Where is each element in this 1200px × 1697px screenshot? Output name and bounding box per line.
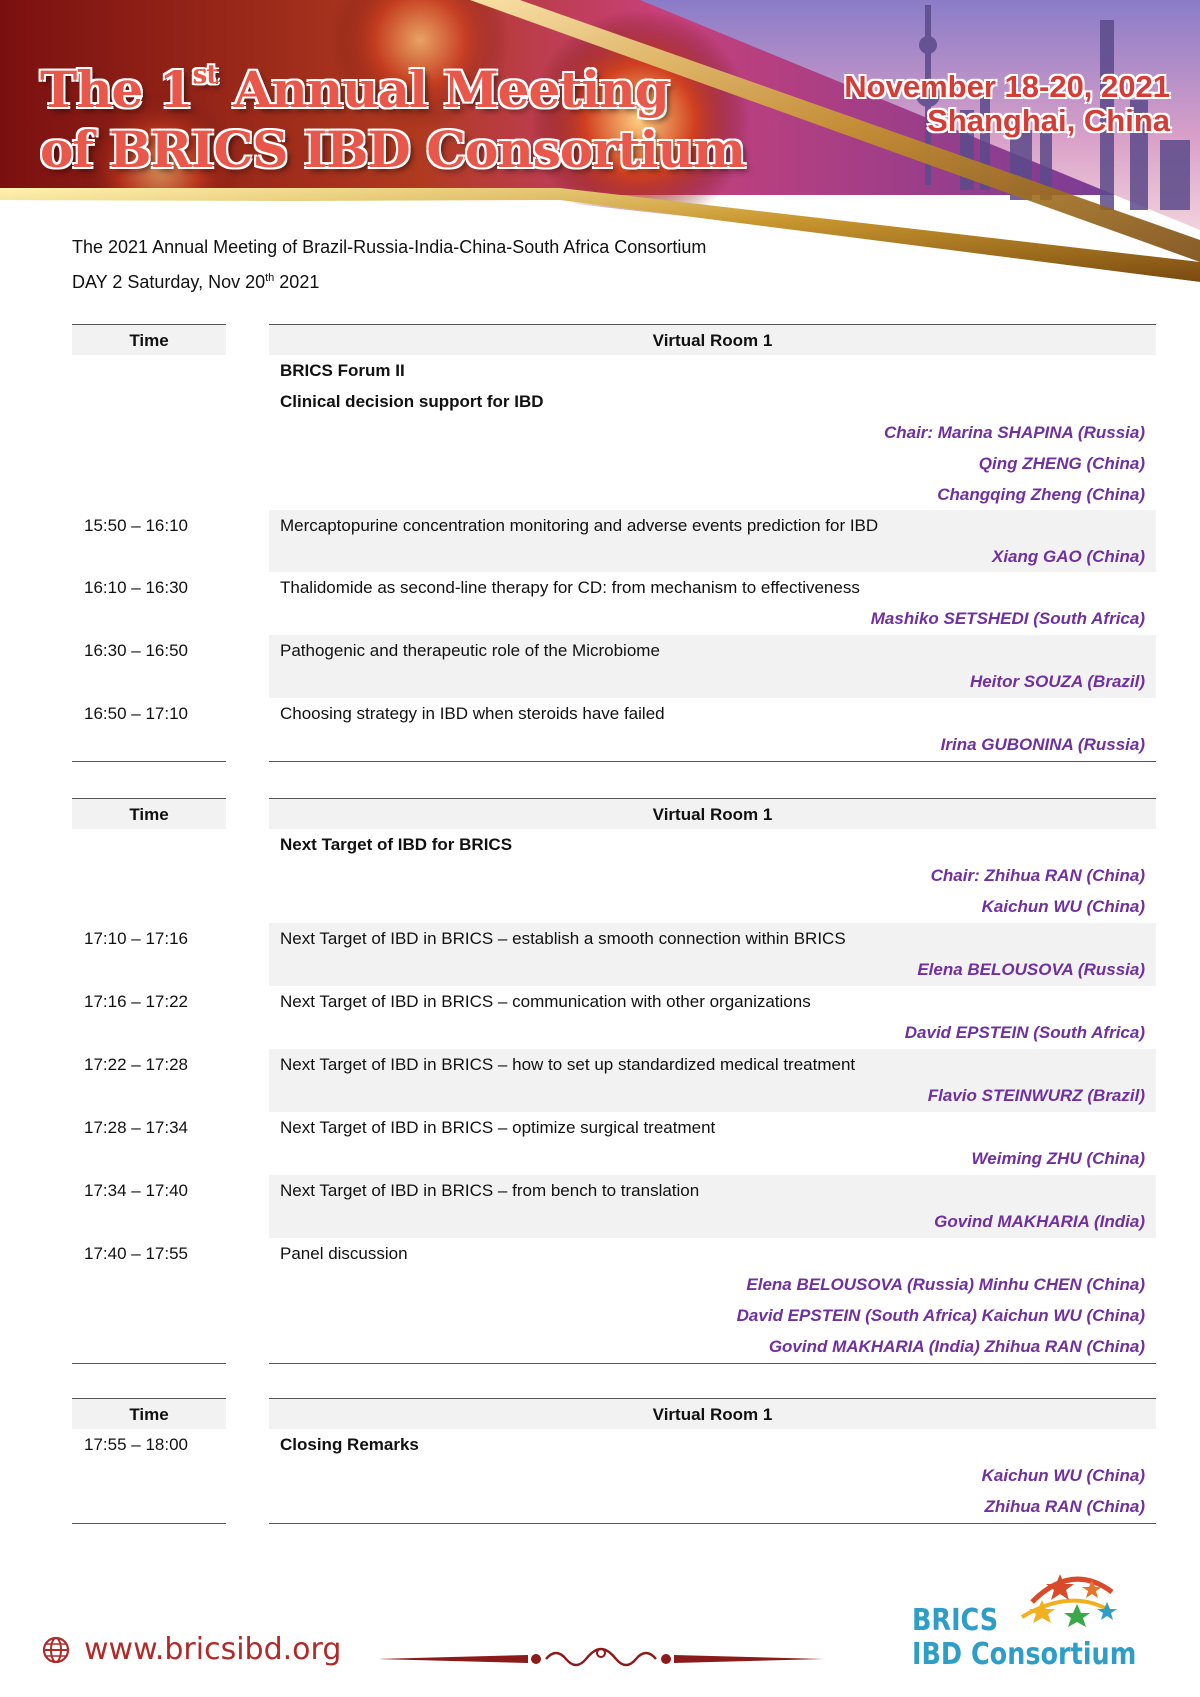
talk-time: 17:34 – 17:40 (84, 1181, 188, 1200)
chair: Kaichun WU (China) (981, 897, 1145, 916)
table-row (72, 986, 1156, 1049)
time-header: Time (72, 324, 226, 355)
intro-line1: The 2021 Annual Meeting of Brazil-Russia-India-China-South Africa Consortium (72, 237, 707, 257)
table-row (72, 1429, 1156, 1523)
chair: Chair: Zhihua RAN (China) (930, 866, 1145, 885)
table-row (72, 698, 1156, 761)
session-subtitle: Clinical decision support for IBD (280, 392, 544, 411)
chair: Changqing Zheng (China) (937, 485, 1145, 504)
talk-title: Next Target of IBD in BRICS – optimize surgical treatment (280, 1118, 716, 1137)
session-title-row (72, 355, 1156, 510)
table-row (72, 1238, 1156, 1363)
talk-title: Next Target of IBD in BRICS – from bench to translation (280, 1181, 700, 1200)
talk-title: Thalidomide as second-line therapy for CD: from mechanism to effectiveness (280, 578, 860, 597)
talk-speaker: Kaichun WU (China) (981, 1466, 1145, 1485)
session-title: Closing Remarks (280, 1435, 419, 1454)
panel-speakers: Elena BELOUSOVA (Russia) Minhu CHEN (China) (746, 1275, 1145, 1294)
table-row (72, 510, 1156, 572)
talk-speaker: Govind MAKHARIA (India) (934, 1212, 1145, 1231)
brics-logo-text: BRICS IBD Consortium (912, 1603, 1137, 1672)
table-bottom-rule (72, 761, 1156, 763)
banner-location: Shanghai, China (927, 103, 1170, 138)
globe-icon (42, 1636, 70, 1664)
talk-time: 17:28 – 17:34 (84, 1118, 188, 1137)
table-header (72, 324, 1156, 355)
talk-time: 17:55 – 18:00 (84, 1435, 188, 1454)
talk-time: 15:50 – 16:10 (84, 516, 188, 535)
talk-speaker: Heitor SOUZA (Brazil) (969, 672, 1145, 691)
talk-time: 16:30 – 16:50 (84, 641, 188, 660)
table-row (72, 572, 1156, 635)
table-header (72, 798, 1156, 829)
talk-time: 17:10 – 17:16 (84, 929, 188, 948)
intro (72, 232, 706, 298)
session-title: Next Target of IBD for BRICS (280, 835, 513, 854)
talk-time: 16:10 – 16:30 (84, 578, 188, 597)
schedule-section-3 (72, 1398, 1156, 1525)
table-row (72, 1112, 1156, 1175)
talk-time: 17:16 – 17:22 (84, 992, 188, 1011)
room-header: Virtual Room 1 (269, 798, 1156, 829)
talk-title: Panel discussion (280, 1244, 408, 1263)
table-row (72, 923, 1156, 986)
table-bottom-rule (72, 1363, 1156, 1365)
talk-time: 16:50 – 17:10 (84, 704, 188, 723)
website-url[interactable]: www.bricsibd.org (84, 1632, 342, 1667)
talk-speaker: Xiang GAO (China) (992, 547, 1145, 566)
banner-title: The 1st Annual Meeting of BRICS IBD Consortium (40, 60, 745, 179)
talk-title: Next Target of IBD in BRICS – how to set up standardized medical treatment (280, 1055, 856, 1074)
table-header (72, 1398, 1156, 1429)
session-title-row (72, 829, 1156, 923)
chair: Qing ZHENG (China) (978, 454, 1145, 473)
talk-title: Mercaptopurine concentration monitoring and adverse events prediction for IBD (280, 516, 879, 535)
talk-speaker: David EPSTEIN (South Africa) (904, 1023, 1145, 1042)
panel-speakers: Govind MAKHARIA (India) Zhihua RAN (China) (768, 1337, 1145, 1356)
talk-title: Next Target of IBD in BRICS – communication with other organizations (280, 992, 811, 1011)
talk-title: Pathogenic and therapeutic role of the Microbiome (280, 641, 660, 660)
talk-speaker: Mashiko SETSHEDI (South Africa) (870, 609, 1145, 628)
room-header: Virtual Room 1 (269, 324, 1156, 355)
talk-speaker: Elena BELOUSOVA (Russia) (917, 960, 1145, 979)
time-header: Time (72, 1398, 226, 1429)
panel-speakers: David EPSTEIN (South Africa) Kaichun WU (China) (736, 1306, 1145, 1325)
talk-title: Choosing strategy in IBD when steroids have failed (280, 704, 665, 723)
talk-title: Next Target of IBD in BRICS – establish a smooth connection within BRICS (280, 929, 846, 948)
room-header: Virtual Room 1 (269, 1398, 1156, 1429)
talk-speaker: Weiming ZHU (China) (971, 1149, 1145, 1168)
table-bottom-rule (72, 1523, 1156, 1525)
chair: Chair: Marina SHAPINA (Russia) (883, 423, 1145, 442)
website-link[interactable] (42, 1632, 341, 1667)
talk-time: 17:40 – 17:55 (84, 1244, 188, 1263)
table-row (72, 1175, 1156, 1238)
table-row (72, 1049, 1156, 1112)
banner-date: November 18-20, 2021 (844, 69, 1170, 104)
schedule-section-1 (72, 324, 1156, 763)
banner-date-location (844, 70, 1170, 138)
talk-speaker: Zhihua RAN (China) (984, 1497, 1145, 1516)
table-row (72, 635, 1156, 698)
talk-time: 17:22 – 17:28 (84, 1055, 188, 1074)
talk-speaker: Irina GUBONINA (Russia) (940, 735, 1145, 754)
ornament-divider-icon (378, 1645, 824, 1673)
session-title: BRICS Forum II (280, 361, 405, 380)
talk-speaker: Flavio STEINWURZ (Brazil) (927, 1086, 1145, 1105)
time-header: Time (72, 798, 226, 829)
intro-line2: DAY 2 Saturday, Nov 20th 2021 (72, 272, 320, 292)
schedule-section-2 (72, 798, 1156, 1365)
